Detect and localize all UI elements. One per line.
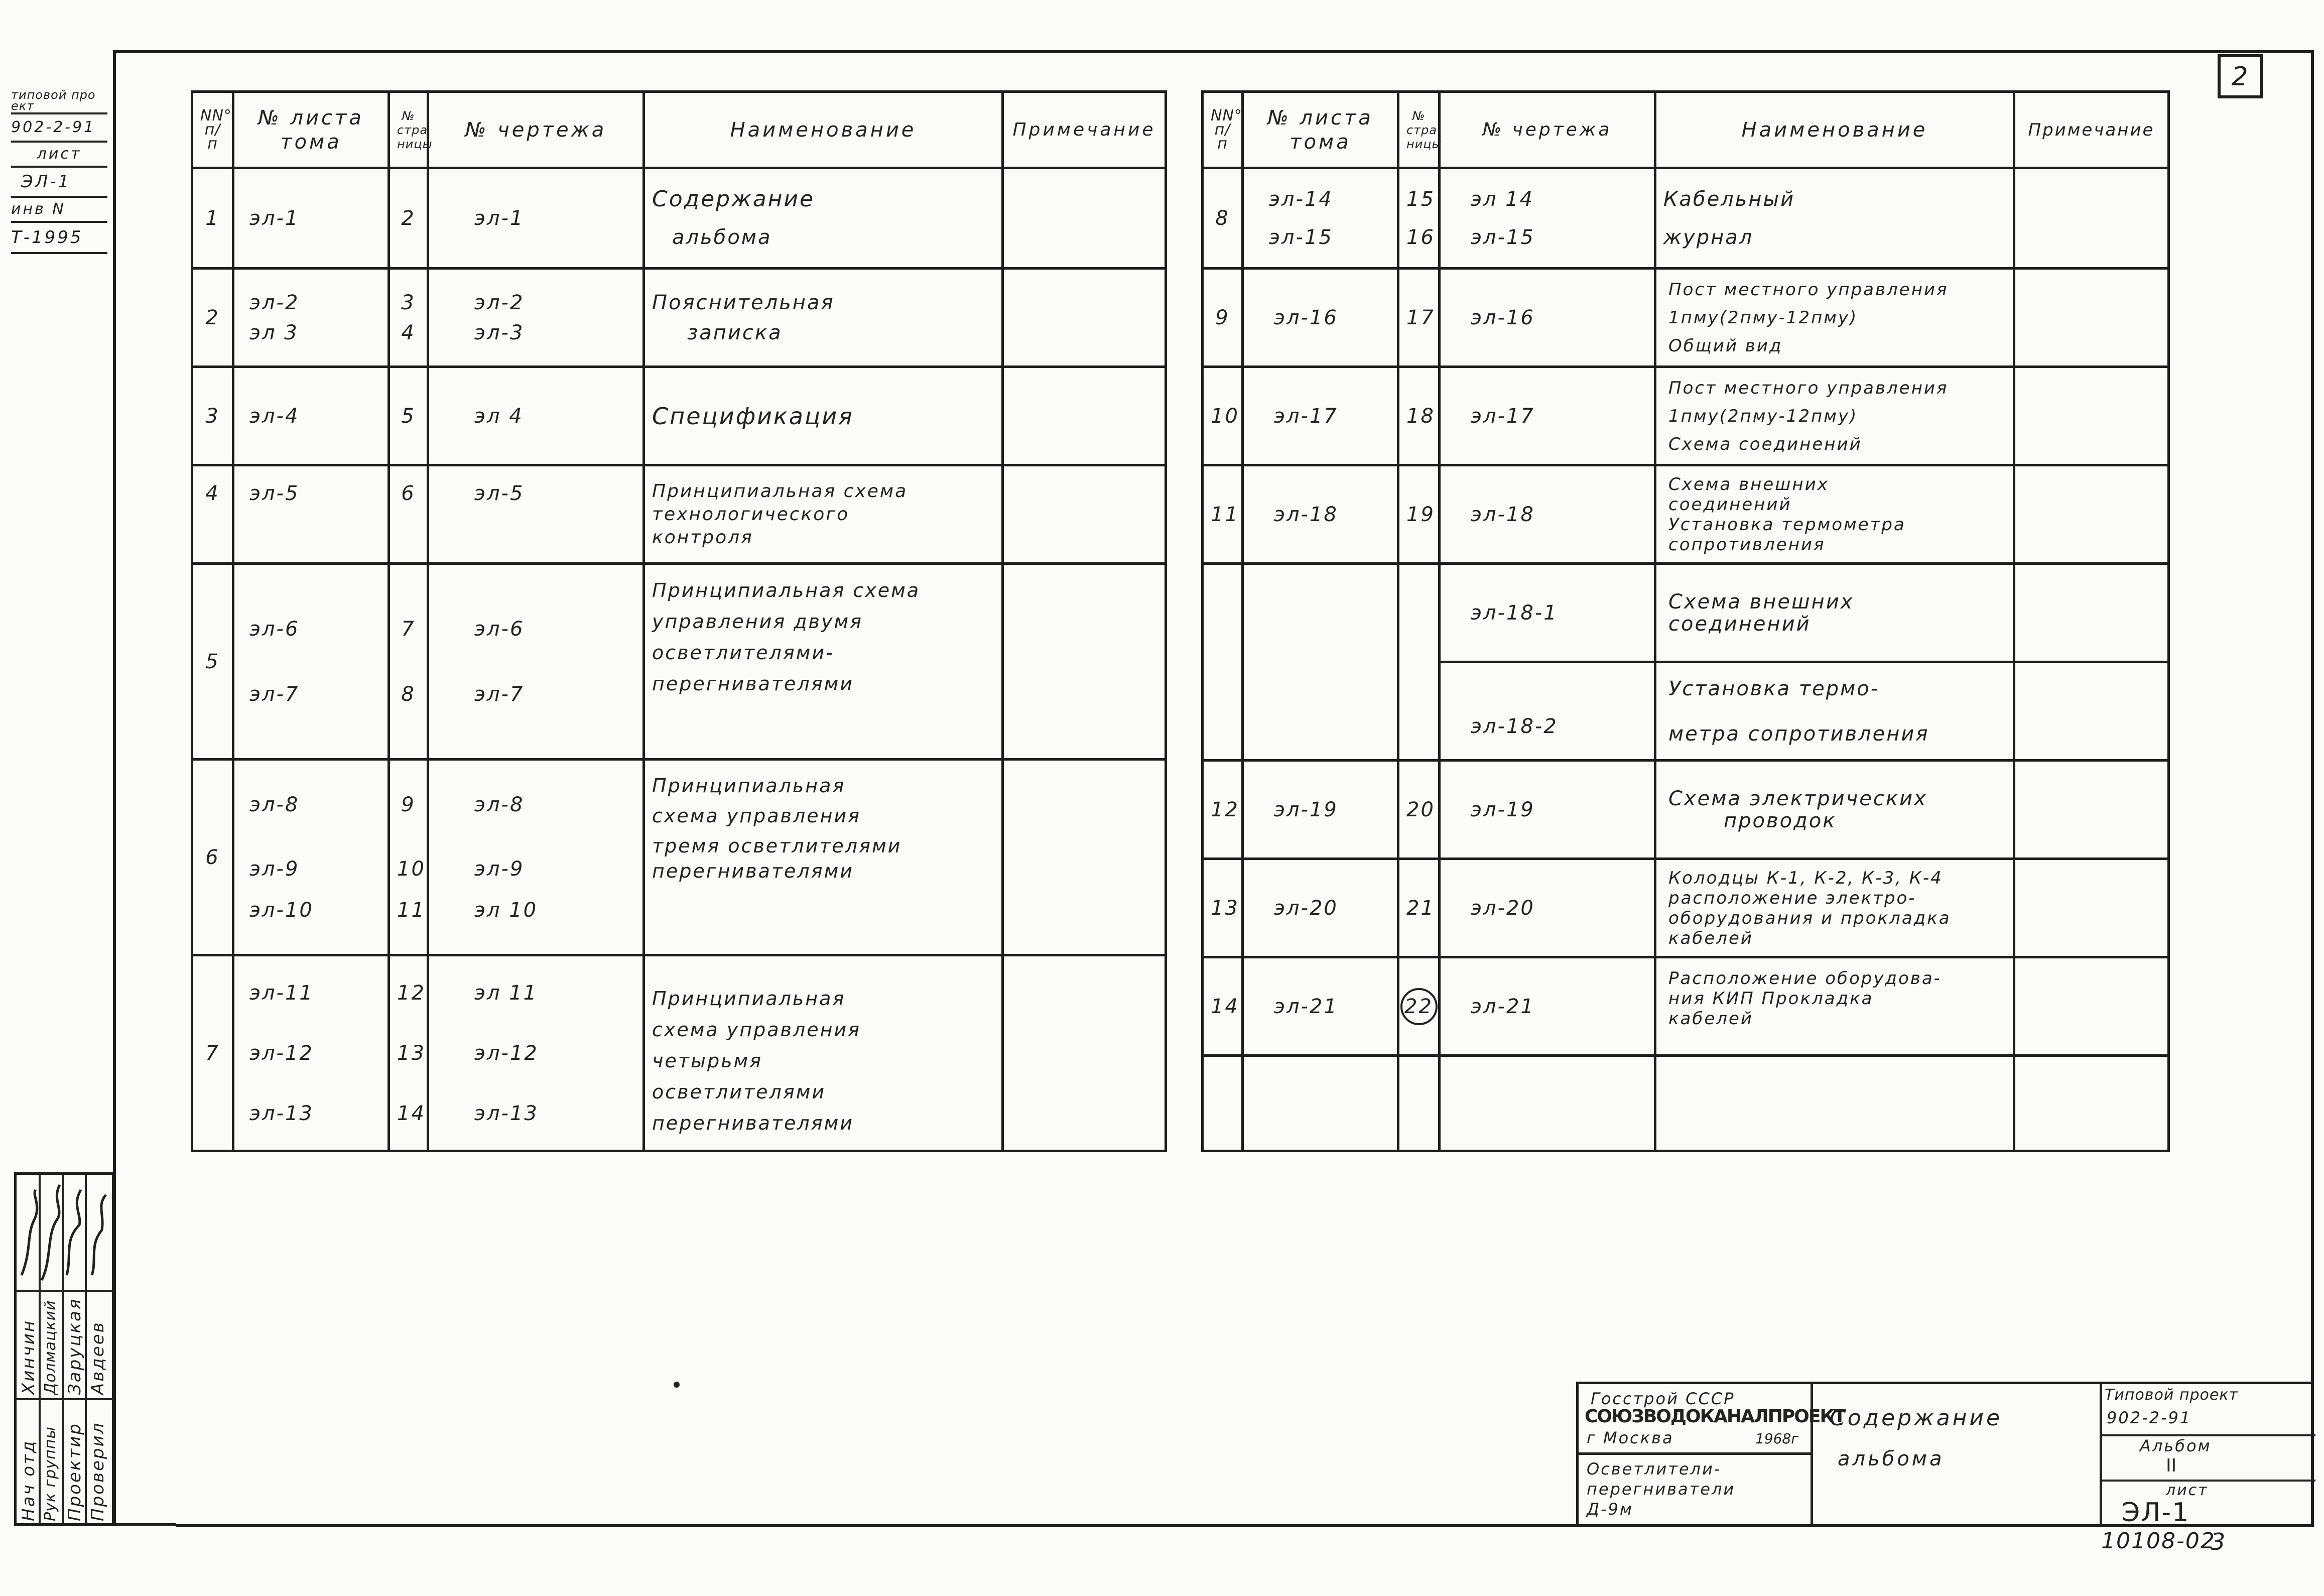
row-note xyxy=(2014,859,2169,957)
page-value: 2 xyxy=(401,206,416,230)
header-num: NN° п/п xyxy=(192,92,233,168)
row-note xyxy=(1003,564,1166,760)
row-sheet xyxy=(233,367,389,465)
row-note xyxy=(1003,269,1166,367)
sheet-value: эл-21 xyxy=(1274,995,1338,1018)
name-line: соединений xyxy=(1668,612,1811,636)
row-drawing xyxy=(428,760,644,955)
table-row xyxy=(192,168,1166,269)
row-name xyxy=(1655,662,2014,761)
row-sheet xyxy=(1243,564,1398,761)
name-line: схема управления xyxy=(652,1018,861,1041)
row-num: 3 xyxy=(192,367,233,465)
row-name xyxy=(1655,859,2014,957)
row-note xyxy=(2014,168,2169,269)
row-name xyxy=(644,465,1003,564)
table-row xyxy=(1203,367,2169,465)
tb-vline xyxy=(2100,1384,2102,1525)
page-number-box xyxy=(2218,54,2263,98)
drawing-value: эл-20 xyxy=(1471,896,1535,920)
frame-right-line xyxy=(2311,50,2314,1526)
drawing-value: эл-12 xyxy=(474,1041,539,1065)
page-value: 13 xyxy=(397,1041,426,1065)
sheet-value: эл-14 xyxy=(1269,187,1333,211)
drawing-value: эл 11 xyxy=(474,981,538,1005)
sheet-value: эл-6 xyxy=(249,617,300,641)
row-name xyxy=(644,367,1003,465)
row-drawing xyxy=(1440,1056,1655,1151)
frame-top-line xyxy=(113,50,2314,53)
circled-page-value: 22 xyxy=(1400,988,1438,1025)
name-line: Содержание xyxy=(652,186,815,212)
city: г Москва xyxy=(1587,1428,1674,1447)
row-note xyxy=(1003,367,1166,465)
row-sheet xyxy=(233,955,389,1151)
table-row xyxy=(1203,957,2169,1056)
row-page xyxy=(1398,564,1440,761)
row-note xyxy=(2014,465,2169,564)
row-num: 8 xyxy=(1203,168,1243,269)
name-line: Пост местного управления xyxy=(1668,279,1949,300)
header-name: Наименование xyxy=(1655,92,2014,168)
row-page xyxy=(1398,168,1440,269)
sheet-value: эл-15 xyxy=(1269,225,1333,249)
row-page xyxy=(389,269,428,367)
row-name xyxy=(644,564,1003,760)
name-line: оборудования и прокладка xyxy=(1668,908,1951,928)
drawing-value: эл-8 xyxy=(474,793,525,816)
page-value: 5 xyxy=(401,404,416,428)
name-line: 1пму(2пму-12пму) xyxy=(1668,406,1858,426)
signer-name: Долмацкий xyxy=(42,1300,59,1395)
row-num: 14 xyxy=(1203,957,1243,1056)
row-sheet xyxy=(1243,761,1398,859)
name-line: перегнивателями xyxy=(652,673,854,695)
header-page: № стра ницы xyxy=(389,92,428,168)
name-line: Принципиальная xyxy=(652,987,846,1010)
name-line: 1пму(2пму-12пму) xyxy=(1668,307,1858,328)
name-line: Принципиальная схема xyxy=(652,579,921,601)
row-sheet xyxy=(233,465,389,564)
drawing-value: эл-9 xyxy=(474,857,525,881)
row-sheet xyxy=(1243,465,1398,564)
object-line: перегниватели xyxy=(1587,1480,1736,1499)
row-name xyxy=(644,269,1003,367)
row-num xyxy=(1203,564,1243,761)
header-num: NN° п/п xyxy=(1203,92,1243,168)
row-note xyxy=(2014,564,2169,662)
signer-role: Рук группы xyxy=(42,1426,59,1521)
sheet-value: эл 3 xyxy=(249,321,299,344)
table-row xyxy=(1203,564,2169,662)
project-code: 902-2-91 xyxy=(2107,1408,2192,1427)
sheet-value: эл-8 xyxy=(249,793,300,816)
drawing-value: эл 10 xyxy=(474,898,538,922)
table-row xyxy=(1203,859,2169,957)
row-name xyxy=(644,760,1003,955)
year: 1968г xyxy=(1755,1430,1798,1447)
side-stamp-row: ЭЛ-1 xyxy=(11,168,107,198)
row-drawing xyxy=(1440,859,1655,957)
sheet-title-line: Содержание xyxy=(1830,1405,2003,1431)
name-line: перегнивателями xyxy=(652,1112,854,1134)
header-drawing: № чертежа xyxy=(1440,92,1655,168)
page-value: 11 xyxy=(397,898,426,922)
table-row xyxy=(192,367,1166,465)
name-line: Кабельный xyxy=(1663,187,1795,211)
row-sheet xyxy=(233,564,389,760)
row-page xyxy=(389,367,428,465)
table-row xyxy=(192,564,1166,760)
row-num: 13 xyxy=(1203,859,1243,957)
page-value: 3 xyxy=(401,291,416,314)
row-sheet xyxy=(1243,859,1398,957)
page-value: 6 xyxy=(401,482,416,505)
name-line: Пост местного управления xyxy=(1668,378,1949,398)
drawing-value: эл-13 xyxy=(474,1101,539,1125)
row-num: 7 xyxy=(192,955,233,1151)
table-row xyxy=(192,269,1166,367)
name-line: Установка термометра xyxy=(1668,514,1906,535)
signer-role: Нач отд xyxy=(19,1439,39,1521)
drawing-value: эл-19 xyxy=(1471,798,1535,821)
row-page xyxy=(389,168,428,269)
archive-page: 3 xyxy=(2211,1528,2228,1555)
sheet-value: эл-9 xyxy=(249,857,300,881)
drawing-value: эл 4 xyxy=(474,404,524,428)
row-page xyxy=(389,465,428,564)
right-register-table xyxy=(1201,90,2170,1152)
header-page: № стра ницы xyxy=(1398,92,1440,168)
row-drawing xyxy=(428,168,644,269)
drawing-value: эл-18 xyxy=(1471,503,1535,526)
drawing-value: эл-1 xyxy=(474,206,525,230)
page-value: 10 xyxy=(397,857,426,881)
row-drawing xyxy=(1440,367,1655,465)
stray-dot xyxy=(674,1382,680,1388)
row-drawing xyxy=(1440,168,1655,269)
row-note xyxy=(2014,761,2169,859)
row-num: 12 xyxy=(1203,761,1243,859)
row-note xyxy=(2014,269,2169,367)
name-line: Установка термо- xyxy=(1668,677,1880,700)
row-num: 9 xyxy=(1203,269,1243,367)
row-sheet xyxy=(1243,1056,1398,1151)
stamp-row-line xyxy=(17,1290,112,1292)
row-num: 11 xyxy=(1203,465,1243,564)
name-line: осветлителями- xyxy=(652,642,834,664)
album-label: Альбом xyxy=(2140,1436,2212,1455)
row-num: 2 xyxy=(192,269,233,367)
name-line: технологического xyxy=(652,504,850,525)
table-row xyxy=(1203,1056,2169,1151)
sheet-value: эл-11 xyxy=(249,981,314,1005)
page-number: 2 xyxy=(2231,62,2250,92)
name-line: перегнивателями xyxy=(652,860,854,882)
page-value: 15 xyxy=(1406,187,1435,211)
page-value: 21 xyxy=(1406,896,1435,920)
project-label: Типовой проект xyxy=(2105,1386,2238,1404)
stamp-bottom-line xyxy=(14,1523,176,1526)
name-line: соединений xyxy=(1668,494,1792,515)
row-drawing xyxy=(1440,662,1655,761)
sheet-label: лист xyxy=(2166,1482,2209,1499)
row-page xyxy=(1398,465,1440,564)
row-name xyxy=(1655,465,2014,564)
row-note xyxy=(2014,957,2169,1056)
org-line1: Госстрой СССР xyxy=(1591,1389,1735,1408)
drawing-value: эл-5 xyxy=(474,482,525,505)
side-stamp-row: Т-1995 xyxy=(11,223,107,254)
name-line: схема управления xyxy=(652,805,861,827)
drawing-value: эл-21 xyxy=(1471,995,1535,1018)
signer-name: Хинчин xyxy=(19,1319,39,1395)
name-line: записка xyxy=(687,321,783,344)
row-drawing xyxy=(1440,564,1655,662)
row-sheet xyxy=(233,168,389,269)
row-name xyxy=(1655,1056,2014,1151)
name-line: Колодцы К-1, К-2, К-3, К-4 xyxy=(1668,868,1943,888)
page-value: 16 xyxy=(1406,225,1435,249)
row-num: 10 xyxy=(1203,367,1243,465)
row-page xyxy=(1398,761,1440,859)
row-page xyxy=(1398,859,1440,957)
drawing-value: эл-18-1 xyxy=(1471,601,1558,625)
album-number: II xyxy=(2166,1455,2177,1476)
row-name xyxy=(1655,957,2014,1056)
sheet-value: эл-5 xyxy=(249,482,300,505)
table-row xyxy=(1203,168,2169,269)
name-line: метра сопротивления xyxy=(1668,722,1929,746)
row-drawing xyxy=(428,269,644,367)
stamp-row-line xyxy=(17,1398,112,1400)
header-name: Наименование xyxy=(644,92,1003,168)
name-line: кабелей xyxy=(1668,928,1754,948)
side-stamp xyxy=(11,89,107,254)
drawing-value: эл 14 xyxy=(1471,187,1534,211)
name-line: Схема внешних xyxy=(1668,590,1854,613)
row-note xyxy=(1003,168,1166,269)
header-drawing: № чертежа xyxy=(428,92,644,168)
row-page xyxy=(389,564,428,760)
sheet-value: эл-18 xyxy=(1274,503,1338,526)
sheet-code: ЭЛ-1 xyxy=(2122,1498,2190,1528)
row-num: 1 xyxy=(192,168,233,269)
name-line: управления двумя xyxy=(652,610,863,633)
sheet-value: эл-1 xyxy=(249,206,300,230)
page-value: 12 xyxy=(397,981,426,1005)
row-name xyxy=(644,168,1003,269)
table-row xyxy=(1203,465,2169,564)
row-note xyxy=(2014,662,2169,761)
side-stamp-row: лист xyxy=(11,143,107,168)
name-line: Пояснительная xyxy=(652,291,835,314)
header-sheet: № листа тома xyxy=(233,92,389,168)
tb-hline xyxy=(1579,1452,1811,1455)
name-line: Принципиальная xyxy=(652,775,846,797)
row-note xyxy=(1003,955,1166,1151)
right-header-row xyxy=(1203,92,2169,168)
drawing-value: эл-6 xyxy=(474,617,525,641)
name-line: осветлителями xyxy=(652,1080,826,1103)
sheet-title-line: альбома xyxy=(1838,1447,1945,1470)
row-name xyxy=(1655,761,2014,859)
row-drawing xyxy=(1440,957,1655,1056)
org-name: СОЮЗВОДОКАНАЛПРОЕКТ xyxy=(1585,1406,1845,1427)
row-drawing xyxy=(1440,465,1655,564)
name-line: Общий вид xyxy=(1668,335,1783,356)
sheet-value: эл-4 xyxy=(249,404,300,428)
row-name xyxy=(1655,269,2014,367)
row-drawing xyxy=(428,564,644,760)
row-drawing xyxy=(1440,761,1655,859)
header-note: Примечание xyxy=(2014,92,2169,168)
name-line: Схема внешних xyxy=(1668,474,1829,495)
handwritten-signatures xyxy=(17,1175,112,1288)
row-sheet xyxy=(233,269,389,367)
signature-stamp xyxy=(14,1172,114,1526)
row-sheet xyxy=(1243,957,1398,1056)
row-note xyxy=(2014,1056,2169,1151)
row-num: 6 xyxy=(192,760,233,955)
row-page xyxy=(389,955,428,1151)
page-value: 20 xyxy=(1406,798,1435,821)
page-value: 17 xyxy=(1406,306,1435,329)
row-name xyxy=(1655,168,2014,269)
name-line: Принципиальная схема xyxy=(652,480,908,502)
row-name xyxy=(644,955,1003,1151)
drawing-value: эл-3 xyxy=(474,321,525,344)
page-value: 18 xyxy=(1406,404,1435,428)
row-page xyxy=(1398,367,1440,465)
drawing-value: эл-16 xyxy=(1471,306,1535,329)
row-sheet xyxy=(1243,168,1398,269)
sheet-value: эл-20 xyxy=(1274,896,1338,920)
page-value: 7 xyxy=(401,617,416,641)
name-line: четырьмя xyxy=(652,1049,763,1072)
name-line: расположение электро- xyxy=(1668,888,1916,908)
sheet-value: эл-12 xyxy=(249,1041,314,1065)
sheet-value: эл-19 xyxy=(1274,798,1338,821)
sheet-value: эл-10 xyxy=(249,898,314,922)
left-register-table xyxy=(191,90,1167,1152)
row-drawing xyxy=(1440,269,1655,367)
row-drawing xyxy=(428,367,644,465)
name-line: Схема соединений xyxy=(1668,434,1862,454)
object-line: Осветлители- xyxy=(1587,1459,1722,1479)
sheet-value: эл-13 xyxy=(249,1101,314,1125)
row-page xyxy=(1398,269,1440,367)
table-row xyxy=(192,955,1166,1151)
row-name xyxy=(1655,367,2014,465)
name-line: ния КИП Прокладка xyxy=(1668,989,1874,1009)
table-row xyxy=(1203,761,2169,859)
drawing-value: эл-7 xyxy=(474,682,525,706)
sheet-value: эл-16 xyxy=(1274,306,1338,329)
row-drawing xyxy=(428,465,644,564)
sheet-value: эл-17 xyxy=(1274,404,1338,428)
sheet-value: эл-2 xyxy=(249,291,300,314)
left-header-row xyxy=(192,92,1166,168)
table-row xyxy=(1203,269,2169,367)
side-stamp-row: 902-2-91 xyxy=(11,114,107,143)
page-value: 9 xyxy=(401,793,416,816)
signer-name: Заруцкая xyxy=(65,1297,85,1395)
side-stamp-row: типовой про ект xyxy=(11,89,107,114)
title-block xyxy=(1576,1382,2314,1527)
signer-role: Проверил xyxy=(88,1421,108,1521)
name-line: сопротивления xyxy=(1668,534,1826,555)
page-value: 19 xyxy=(1406,503,1435,526)
name-line: контроля xyxy=(652,527,753,548)
row-note xyxy=(2014,367,2169,465)
drawing-value: эл-15 xyxy=(1471,225,1535,249)
sheet-value: эл-7 xyxy=(249,682,300,706)
row-note xyxy=(1003,760,1166,955)
object-line: Д-9м xyxy=(1587,1500,1634,1519)
row-sheet xyxy=(1243,367,1398,465)
row-sheet xyxy=(233,760,389,955)
name-line: тремя осветлителями xyxy=(652,835,902,857)
row-page xyxy=(389,760,428,955)
table-row xyxy=(192,465,1166,564)
name-line: журнал xyxy=(1663,225,1754,249)
row-num: 5 xyxy=(192,564,233,760)
name-line: кабелей xyxy=(1668,1009,1754,1029)
page-value: 14 xyxy=(397,1101,426,1125)
row-note xyxy=(1003,465,1166,564)
drawing-value: эл-17 xyxy=(1471,404,1535,428)
drawing-value: эл-18-2 xyxy=(1471,714,1558,738)
header-note: Примечание xyxy=(1003,92,1166,168)
row-drawing xyxy=(428,955,644,1151)
name-line: Схема электрических xyxy=(1668,787,1927,810)
page-value: 8 xyxy=(401,682,416,706)
tb-vline xyxy=(1811,1384,1813,1525)
name-line: альбома xyxy=(672,225,772,249)
row-page xyxy=(1398,1056,1440,1151)
row-num xyxy=(1203,1056,1243,1151)
name-line: Спецификация xyxy=(652,402,854,430)
name-line: проводок xyxy=(1724,809,1837,832)
table-row xyxy=(192,760,1166,955)
name-line: Расположение оборудова- xyxy=(1668,968,1942,989)
drawing-value: эл-2 xyxy=(474,291,525,314)
signer-name: Авдеев xyxy=(88,1321,108,1395)
page-value: 4 xyxy=(401,321,416,344)
archive-number: 10108-02 xyxy=(2101,1528,2216,1554)
side-stamp-row: инв N xyxy=(11,198,107,223)
row-name xyxy=(1655,564,2014,662)
signer-role: Проектир xyxy=(65,1422,85,1521)
row-sheet xyxy=(1243,269,1398,367)
row-page xyxy=(1398,957,1440,1056)
row-num: 4 xyxy=(192,465,233,564)
header-sheet: № листа тома xyxy=(1243,92,1398,168)
